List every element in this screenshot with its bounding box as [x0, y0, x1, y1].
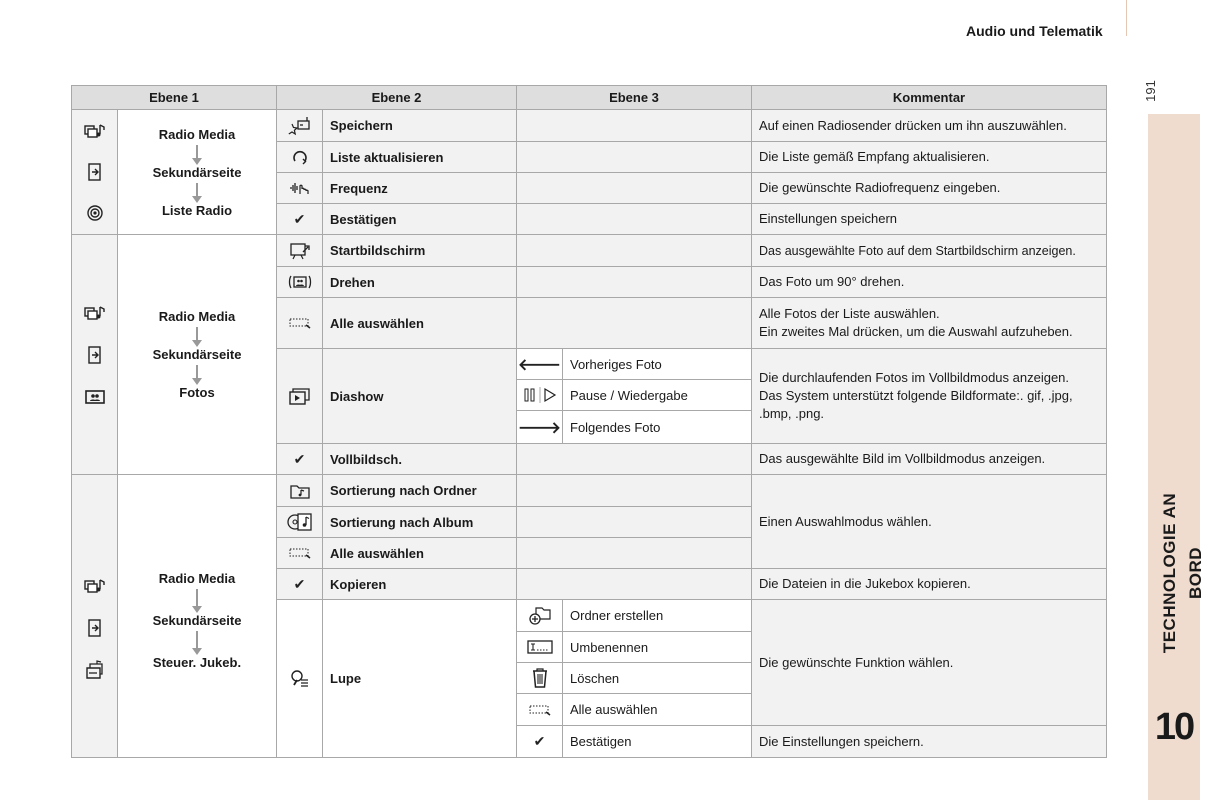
level1-path-photos — [118, 235, 277, 475]
path-step: Sekundärseite — [152, 164, 242, 180]
level1-path-jukebox — [118, 475, 277, 758]
home-screen-icon — [277, 235, 323, 267]
comment: Das Foto um 90° drehen. — [752, 267, 1107, 298]
down-arrow-icon — [196, 327, 198, 341]
header-ebene1: Ebene 1 — [71, 85, 277, 110]
level2-label: Drehen — [323, 267, 517, 298]
level2-label: Kopieren — [323, 569, 517, 600]
down-arrow-icon — [196, 589, 198, 607]
chapter-number: 10 — [1154, 706, 1194, 748]
level3-empty — [517, 538, 752, 569]
comment: Die gewünschte Radiofrequenz eingeben. — [752, 173, 1107, 204]
level1-path-radio — [118, 110, 277, 235]
check-icon: ✔ — [277, 204, 323, 235]
radio-list-icon — [82, 200, 108, 226]
level3-label: Vorheriges Foto — [563, 349, 752, 380]
level2-label: Liste aktualisieren — [323, 142, 517, 173]
path-step: Sekundärseite — [152, 612, 242, 628]
level2-label: Sortierung nach Ordner — [323, 475, 517, 507]
pause-play-icon — [517, 380, 563, 411]
level1-icons-radio — [71, 110, 118, 235]
radio-media-icon — [82, 118, 108, 144]
level3-empty — [517, 204, 752, 235]
level3-label: Folgendes Foto — [563, 411, 752, 444]
level3-empty — [517, 173, 752, 204]
down-arrow-icon — [196, 145, 198, 159]
comment-line: Alle Fotos der Liste auswählen. — [759, 306, 940, 321]
magnifier-icon — [277, 600, 323, 758]
level2-label: Lupe — [323, 600, 517, 758]
level3-empty — [517, 569, 752, 600]
comment — [752, 298, 1107, 349]
comment: Die Liste gemäß Empfang aktualisieren. — [752, 142, 1107, 173]
path-step: Radio Media — [158, 309, 236, 324]
path-step: Fotos — [179, 385, 215, 400]
level2-label: Sortierung nach Album — [323, 507, 517, 538]
level3-empty — [517, 444, 752, 475]
level1-icons-jukebox — [71, 475, 118, 758]
header-divider — [1126, 0, 1127, 36]
jukebox-icon — [82, 657, 108, 683]
select-all-icon — [277, 298, 323, 349]
comment-line: Das System unterstützt folgende Bildformate:. gif, .jpg, — [759, 388, 1073, 403]
secondary-page-icon — [82, 615, 108, 641]
comment-line: Ein zweites Mal drücken, um die Auswahl aufzuheben. — [759, 324, 1073, 339]
refresh-icon — [277, 142, 323, 173]
down-arrow-icon — [196, 365, 198, 379]
level2-label: Speichern — [323, 110, 517, 142]
level2-label: Frequenz — [323, 173, 517, 204]
comment: Einstellungen speichern — [752, 204, 1107, 235]
header-ebene2: Ebene 2 — [277, 85, 517, 110]
radio-media-icon — [82, 573, 108, 599]
comment-line: Die durchlaufenden Fotos im Vollbildmodus anzeigen. — [759, 370, 1070, 385]
level1-icons-photos — [71, 235, 118, 475]
save-station-icon — [277, 110, 323, 142]
rename-icon — [517, 632, 563, 663]
level3-label: Umbenennen — [563, 632, 752, 663]
level3-empty — [517, 267, 752, 298]
path-step: Radio Media — [158, 570, 236, 586]
comment: Einen Auswahlmodus wählen. — [752, 475, 1107, 569]
check-icon: ✔ — [517, 726, 563, 758]
arrow-left-icon: 🡐 — [517, 349, 563, 380]
menu-table — [71, 85, 1107, 759]
level2-label: Alle auswählen — [323, 538, 517, 569]
comment-line: .bmp, .png. — [759, 406, 825, 421]
page-number: 191 — [1143, 80, 1158, 102]
trash-icon — [517, 663, 563, 694]
photos-icon — [82, 384, 108, 410]
comment — [752, 349, 1107, 444]
section-header: Audio und Telematik — [966, 23, 1103, 39]
check-icon: ✔ — [277, 444, 323, 475]
level3-empty — [517, 298, 752, 349]
level3-label: Alle auswählen — [563, 694, 752, 726]
down-arrow-icon — [196, 183, 198, 197]
level2-label: Vollbildsch. — [323, 444, 517, 475]
comment: Das ausgewählte Foto auf dem Startbildschirm anzeigen. — [752, 235, 1107, 267]
chapter-band — [1148, 114, 1205, 800]
comment: Die Dateien in die Jukebox kopieren. — [752, 569, 1107, 600]
level2-label: Startbildschirm — [323, 235, 517, 267]
check-icon: ✔ — [277, 569, 323, 600]
level2-label: Alle auswählen — [323, 298, 517, 349]
path-step: Liste Radio — [161, 202, 233, 218]
level3-empty — [517, 110, 752, 142]
level3-label: Löschen — [563, 663, 752, 694]
level2-label: Diashow — [323, 349, 517, 444]
secondary-page-icon — [82, 342, 108, 368]
path-step: Steuer. Jukeb. — [152, 654, 242, 670]
level2-label: Bestätigen — [323, 204, 517, 235]
arrow-right-icon: 🡒 — [517, 411, 563, 444]
rotate-icon — [277, 267, 323, 298]
path-step: Sekundärseite — [152, 347, 242, 362]
select-all-icon — [517, 694, 563, 726]
header-ebene3: Ebene 3 — [517, 85, 752, 110]
create-folder-icon — [517, 600, 563, 632]
level3-label: Pause / Wiedergabe — [563, 380, 752, 411]
level3-label: Bestätigen — [563, 726, 752, 758]
frequency-icon — [277, 173, 323, 204]
level3-empty — [517, 142, 752, 173]
level3-empty — [517, 235, 752, 267]
level3-empty — [517, 507, 752, 538]
radio-media-icon — [82, 300, 108, 326]
comment: Die Einstellungen speichern. — [752, 726, 1107, 758]
path-step: Radio Media — [158, 126, 236, 142]
secondary-page-icon — [82, 159, 108, 185]
comment: Auf einen Radiosender drücken um ihn auszuwählen. — [752, 110, 1107, 142]
chapter-title: TECHNOLOGIE AN BORD — [1160, 492, 1205, 654]
level3-label: Ordner erstellen — [563, 600, 752, 632]
comment: Die gewünschte Funktion wählen. — [752, 600, 1107, 726]
down-arrow-icon — [196, 631, 198, 649]
level3-empty — [517, 475, 752, 507]
comment: Das ausgewählte Bild im Vollbildmodus anzeigen. — [752, 444, 1107, 475]
select-all-icon — [277, 538, 323, 569]
sort-album-icon — [277, 507, 323, 538]
sort-folder-icon — [277, 475, 323, 507]
header-kommentar: Kommentar — [752, 85, 1107, 110]
slideshow-icon — [277, 349, 323, 444]
